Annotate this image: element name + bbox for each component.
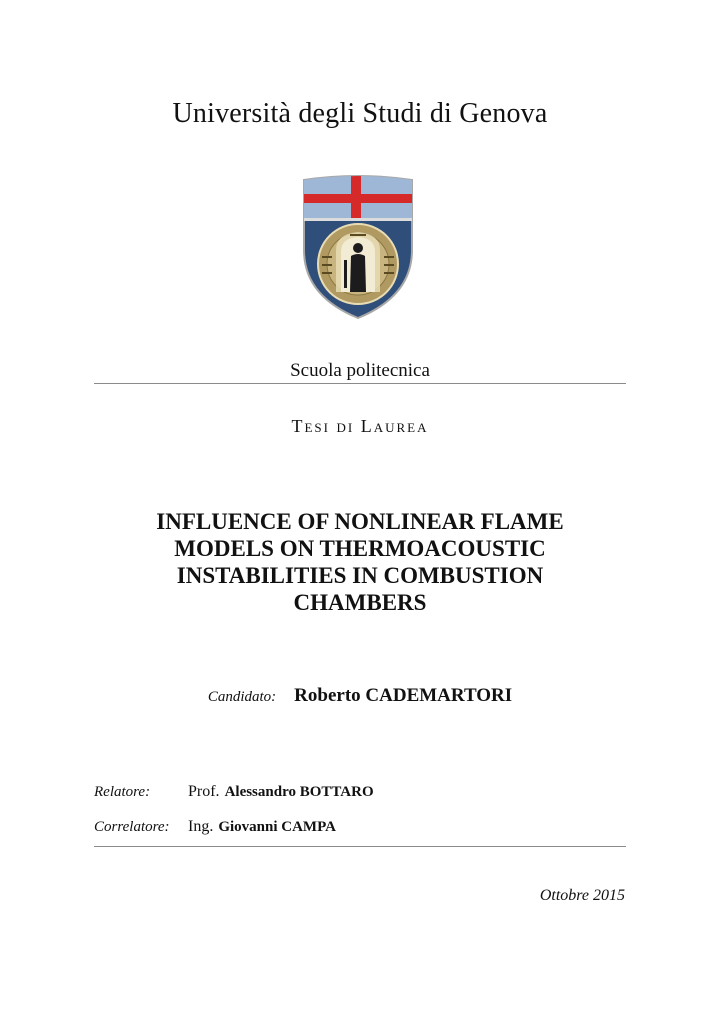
bottom-divider	[94, 846, 626, 847]
university-name: Università degli Studi di Genova	[172, 98, 548, 129]
candidate-line	[0, 685, 720, 707]
candidate-label: Candidato:	[207, 689, 277, 705]
top-divider	[94, 383, 626, 384]
university-crest-icon	[300, 172, 416, 320]
co-advisor-line	[94, 818, 336, 836]
co-advisor-name: Giovanni CAMPA	[218, 819, 336, 835]
school-name: Scuola politecnica	[290, 360, 430, 381]
thesis-title: INFLUENCE OF NONLINEAR FLAME MODELS ON THERMOACOUSTIC INSTABILITIES IN COMBUSTION CHAMBERS	[156, 509, 564, 615]
advisor-line	[94, 783, 374, 801]
advisor-title: Prof.	[188, 783, 220, 800]
advisor-label: Relatore:	[94, 784, 151, 800]
thesis-type: Tesi di Laurea	[291, 416, 429, 436]
submission-date: Ottobre 2015	[539, 887, 625, 904]
co-advisor-label: Correlatore:	[94, 819, 170, 835]
co-advisor-title: Ing.	[188, 818, 214, 835]
advisor-name: Alessandro BOTTARO	[224, 784, 374, 800]
candidate-name: Roberto CADEMARTORI	[294, 685, 513, 706]
